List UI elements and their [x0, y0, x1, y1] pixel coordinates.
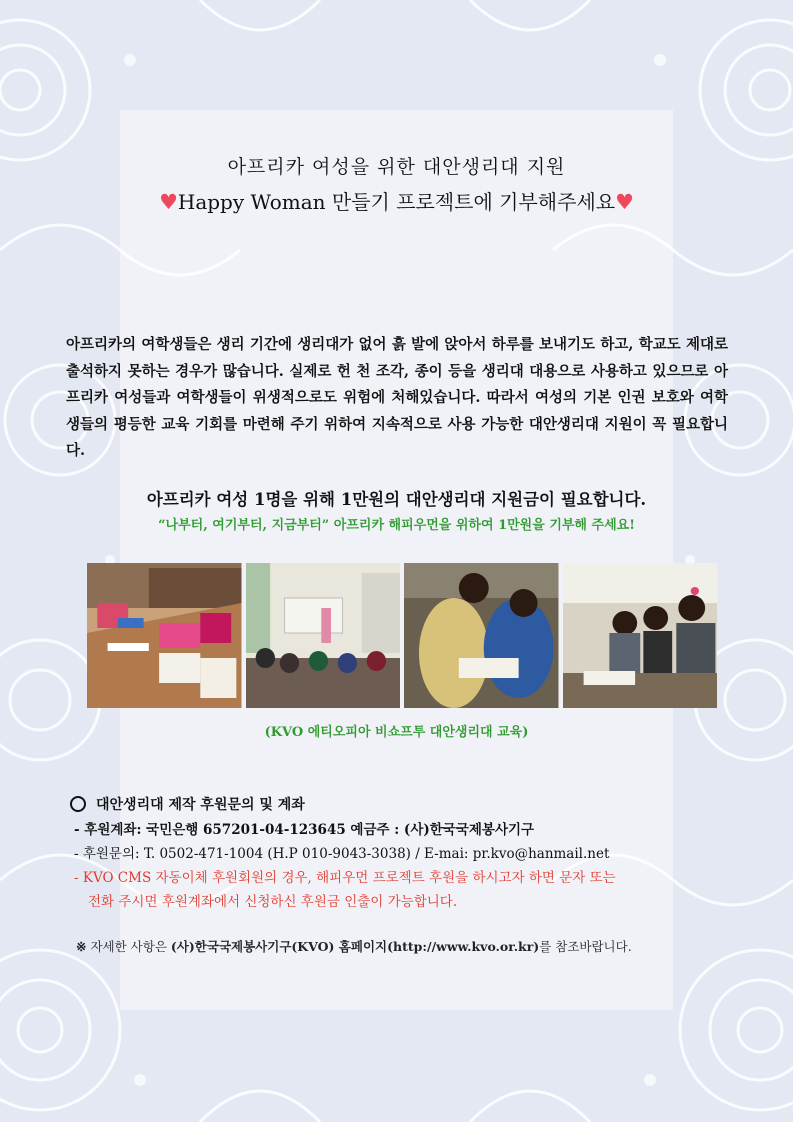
- cms-notice-line1: - KVO CMS 자동이체 후원회원의 경우, 해피우먼 프로젝트 후원을 하시고자 하면 문자 또는: [74, 870, 616, 886]
- subtitle-text: Happy Woman 만들기 프로젝트에 기부해주세요: [177, 190, 616, 214]
- footnote-prefix: 자세한 사항은: [90, 939, 167, 954]
- donation-account: - 후원계좌: 국민은행 657201-04-123645 예금주 : (사)한국국제봉사기구: [74, 822, 535, 838]
- heart-icon: ♥: [615, 190, 634, 214]
- page-subtitle: [0, 186, 793, 215]
- photo-strip: [87, 563, 717, 708]
- donation-heading: [70, 794, 750, 814]
- footnote-suffix: 를 참조바랍니다.: [539, 939, 632, 954]
- donation-heading-text: 대안생리대 제작 후원문의 및 계좌: [96, 797, 305, 813]
- page-title: 아프리카 여성을 위한 대안생리대 지원: [227, 156, 566, 178]
- photo-students-smiling: [563, 563, 718, 708]
- slogan: “나부터, 여기부터, 지금부터” 아프리카 해피우먼을 위하여 1만원을 기부해 주세요!: [158, 518, 635, 533]
- cms-notice-line2: 전화 주시면 후원계좌에서 신청하신 후원금 인출이 가능합니다.: [88, 894, 458, 910]
- donation-info: [70, 794, 750, 913]
- circle-bullet-icon: [70, 796, 86, 812]
- heart-icon: ♥: [159, 190, 178, 214]
- footnote-org-link[interactable]: (사)한국국제봉사기구(KVO) 홈페이지(http://www.kvo.or.kr): [170, 939, 540, 954]
- intro-paragraph: 아프리카의 여학생들은 생리 기간에 생리대가 없어 흙 발에 앉아서 하루를 보내기도 하고, 학교도 제대로 출석하지 못하는 경우가 많습니다. 실제로 헌 천 조각, 종이 등을 생리대 대용으로 사용하고 있으므로 아프리카 여성들과 여학생들이 위생적으로도 위험에 처해있습니다. 따라서 여성의 기본 인권 보호와 여학생들의 평등한 교육 기회를 마련해 주기 위하여 지속적으로 사용 가능한 대안생리대 지원이 꼭 필요합니다.: [66, 336, 728, 459]
- donation-contact: - 후원문의: T. 0502-471-1004 (H.P 010-9043-3038) / E-mai: pr.kvo@hanmail.net: [74, 846, 610, 862]
- photo-caption: (KVO 에티오피아 비쇼프투 대안생리대 교육): [264, 725, 529, 740]
- funding-need-heading: 아프리카 여성 1명을 위해 1만원의 대안생리대 지원금이 필요합니다.: [146, 490, 647, 509]
- footnote: [76, 937, 756, 955]
- reference-mark-icon: ※: [76, 939, 87, 954]
- photo-students-working: [404, 563, 559, 708]
- photo-workshop-table: [87, 563, 242, 708]
- photo-classroom: [246, 563, 401, 708]
